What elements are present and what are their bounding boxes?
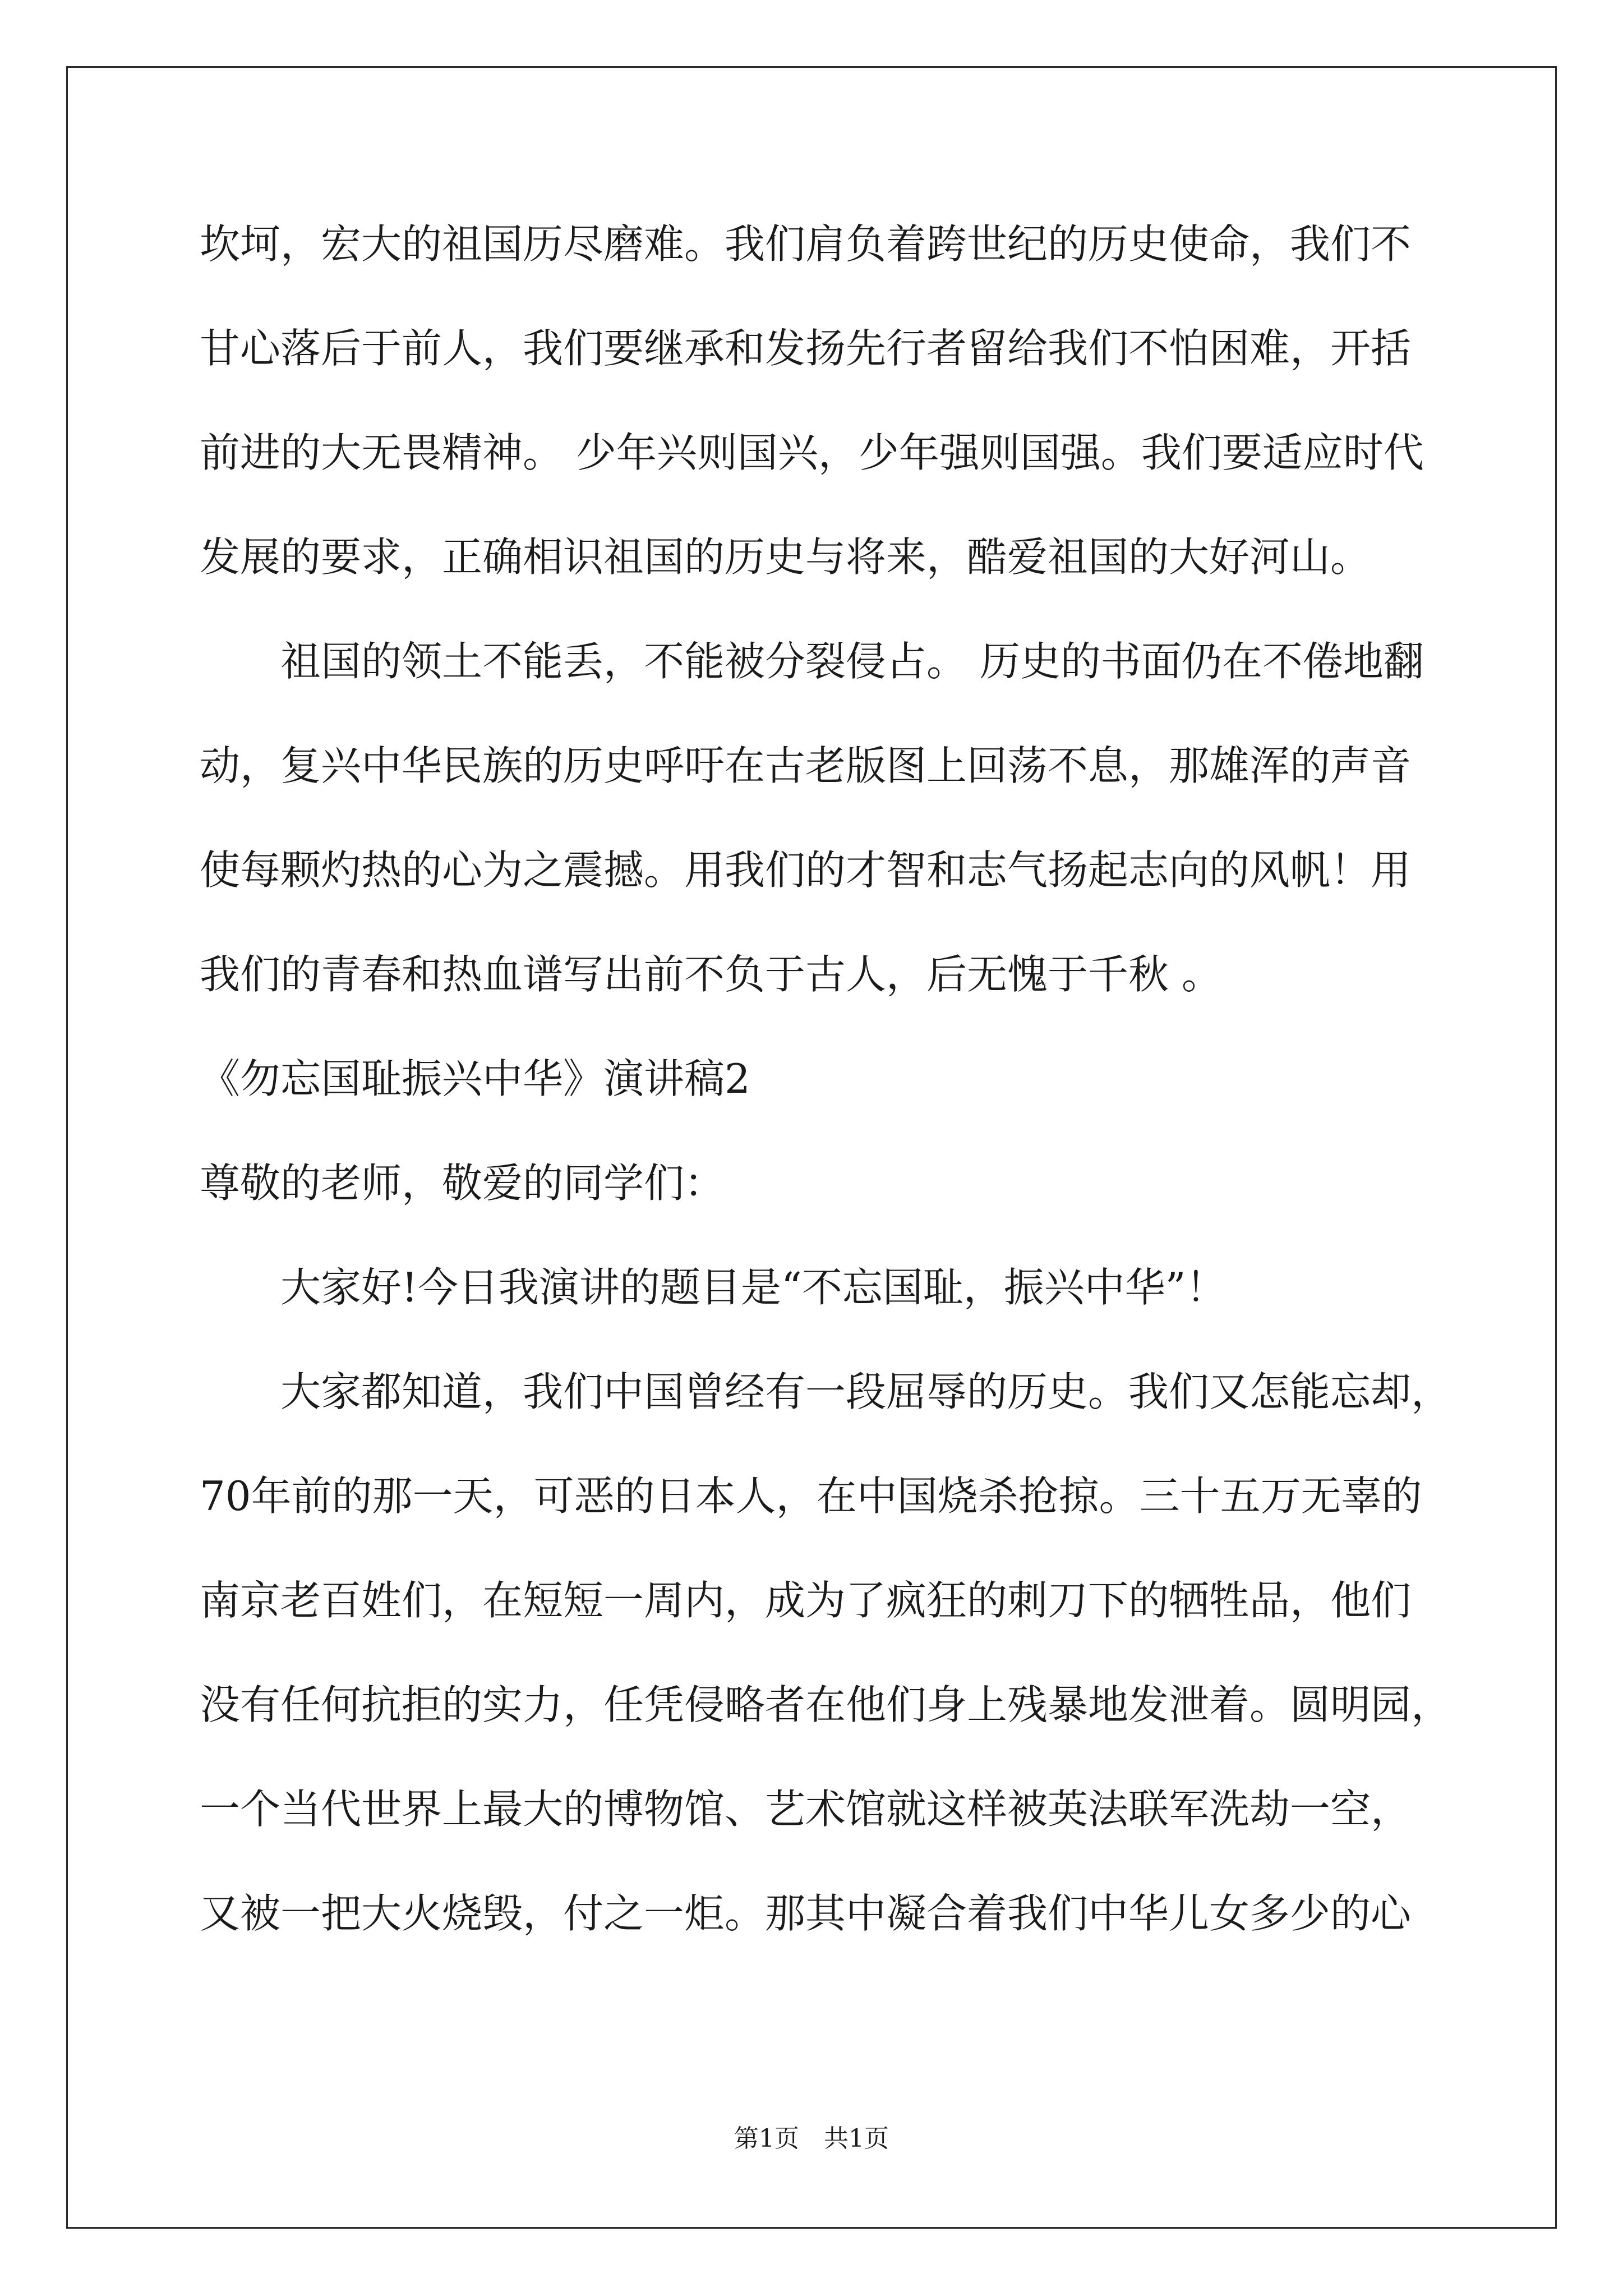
salutation: 尊敬的老师，敬爱的同学们： [200,1159,725,1207]
paragraph-indented-line: 大家好!今日我演讲的题目是“不忘国耻，振兴中华”！ [280,1264,1227,1311]
body-line-4: 发展的要求，正确相识祖国的历史与将来，酷爱祖国的大好河山。 [200,533,1371,581]
paragraph-indented-line: 祖国的领土不能丢，不能被分裂侵占。 历史的书面仍在不倦地翻 [280,638,1424,685]
paragraph-indented-line: 大家都知道，我们中国曾经有一段屈辱的历史。我们又怎能忘却， [280,1368,1452,1415]
body-line-3: 前进的大无畏精神。 少年兴则国兴，少年强则国强。我们要适应时代 [200,429,1424,476]
body-line-17: 又被一把大火烧毁，付之一炬。那其中凝合着我们中华儿女多少的心 [200,1890,1412,1937]
body-line-14: 南京老百姓们，在短短一周内，成为了疯狂的刺刀下的牺牲品，他们 [200,1577,1412,1624]
body-line-13: 70年前的那一天，可恶的日本人，在中国烧杀抢掠。三十五万无辜的 [200,1473,1422,1520]
section-heading: 《勿忘国耻振兴中华》演讲稿2 [200,1055,750,1102]
body-line-16: 一个当代世界上最大的博物馆、艺术馆就这样被英法联军洗劫一空， [200,1786,1412,1833]
body-line-2: 甘心落后于前人，我们要继承和发扬先行者留给我们不怕困难，开括 [200,325,1412,372]
body-line-7: 使每颗灼热的心为之震撼。用我们的才智和志气扬起志向的风帆！用 [200,846,1412,894]
page-footer: 第1页 共1页 [734,2124,889,2153]
body-line-15: 没有任何抗拒的实力，任凭侵略者在他们身上残暴地发泄着。圆明园， [200,1681,1452,1728]
body-line-8: 我们的青春和热血谱写出前不负于古人，后无愧于千秋 。 [200,951,1222,998]
body-line-1: 坎坷，宏大的祖国历尽磨难。我们肩负着跨世纪的历史使命，我们不 [200,220,1412,268]
body-line-6: 动，复兴中华民族的历史呼吁在古老版图上回荡不息，那雄浑的声音 [200,742,1412,789]
